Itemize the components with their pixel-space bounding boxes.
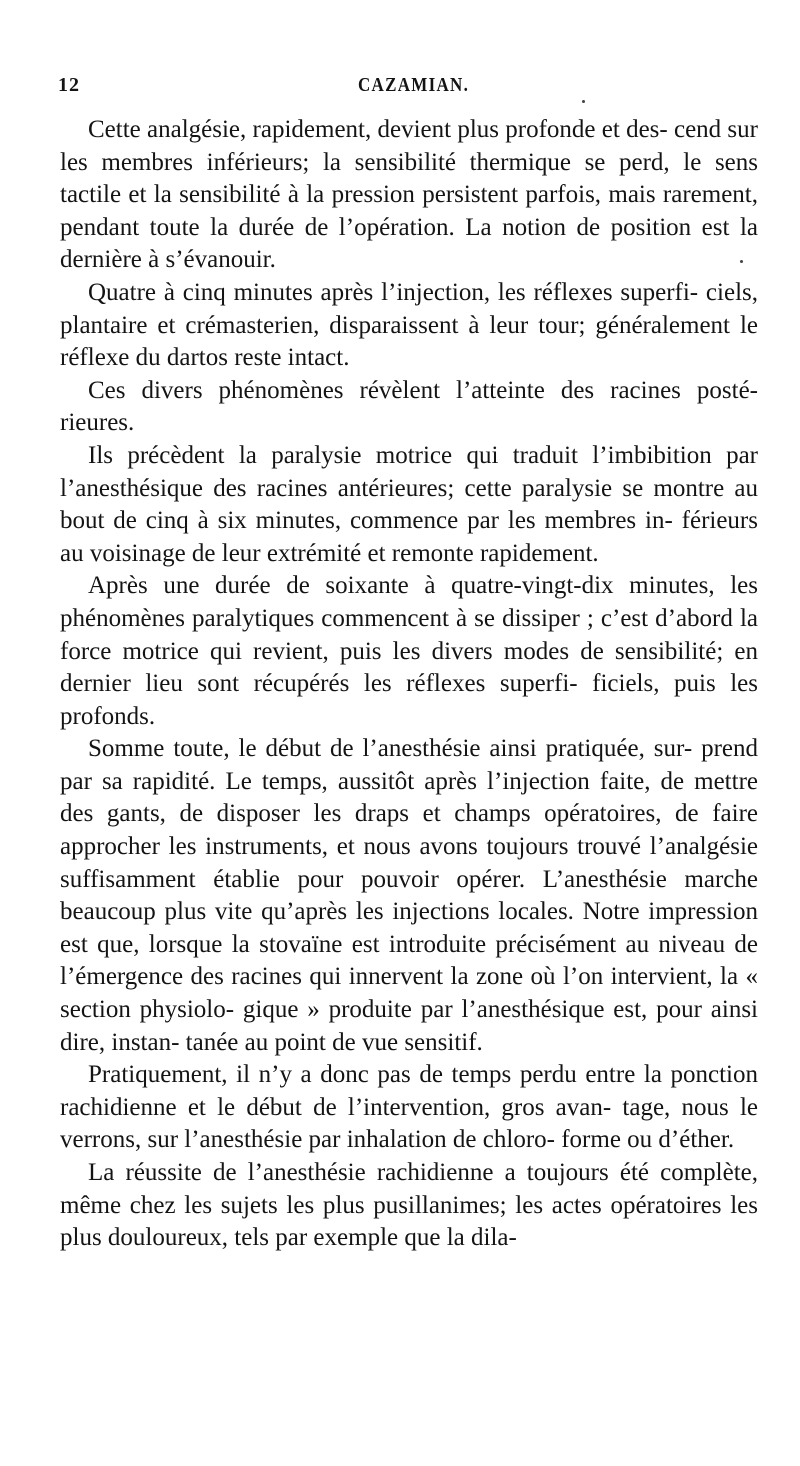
paragraph: Ces divers phénomènes révèlent l’atteinte des racines posté- rieures. [60,376,758,437]
body-text [60,114,758,1255]
paragraph: Somme toute, le début de l’anesthésie ainsi pratiquée, sur- prend par sa rapidité. Le temps, aussitôt après l’injection faite, de mettre des gants, de disposer les draps et champs opératoires, de faire approcher les instruments, et nous avons toujours trouvé l’analgésie suffisamment établie pour pouvoir opérer. L’anesthésie marche beaucoup plus vite qu’après les injections locales. Notre impression est que, lorsque la stovaïne est introduite précisément au niveau de l’émergence des racines qui innervent la zone où l’on intervient, la « section physiolo- gique » produite par l’anesthésique est, pour ainsi dire, instan- tanée au point de vue sensitif. [60,735,758,1056]
paragraph: Après une durée de soixante à quatre-vingt-dix minutes, les phénomènes paralytiques commencent à se dissiper ; c’est d’abord la force motrice qui revient, puis les divers modes de sensibilité; en dernier lieu sont récupérés les réflexes superfi- ficiels, puis les profonds. [60,572,758,730]
paragraph: Cette analgésie, rapidement, devient plus profonde et des- cend sur les membres inférieurs; la sensibilité thermique se perd, le sens tactile et la sensibilité à la pression persistent parfois, mais rarement, pendant toute la durée de l’opération. La notion de position est la dernière à s’évanouir. [60,116,758,274]
page-number: 12 [58,74,80,96]
paragraph: Quatre à cinq minutes après l’injection, les réflexes superfi- ciels, plantaire et crémasterien, disparaissent à leur tour; généralement le réflexe du dartos reste intact. [60,278,758,372]
paragraph: Ils précèdent la paralysie motrice qui traduit l’imbibition par l’anesthésique des racines antérieures; cette paralysie se montre au bout de cinq à six minutes, commence par les membres in- férieurs au voisinage de leur extrémité et remonte rapidement. [60,441,758,567]
page-header [58,72,764,104]
ink-speck [740,260,743,263]
ink-speck [582,100,585,103]
paragraph: Pratiquement, il n’y a donc pas de temps perdu entre la ponction rachidienne et le début de l’intervention, gros avan- tage, nous le verrons, sur l’anesthésie par inhalation de chloro- forme ou d’éther. [60,1061,758,1154]
paragraph: La réussite de l’anesthésie rachidienne a toujours été complète, même chez les sujets les plus pusillanimes; les actes opératoires les plus douloureux, tels par exemple que la dila- [60,1159,758,1252]
running-head: CAZAMIAN. [358,74,470,96]
